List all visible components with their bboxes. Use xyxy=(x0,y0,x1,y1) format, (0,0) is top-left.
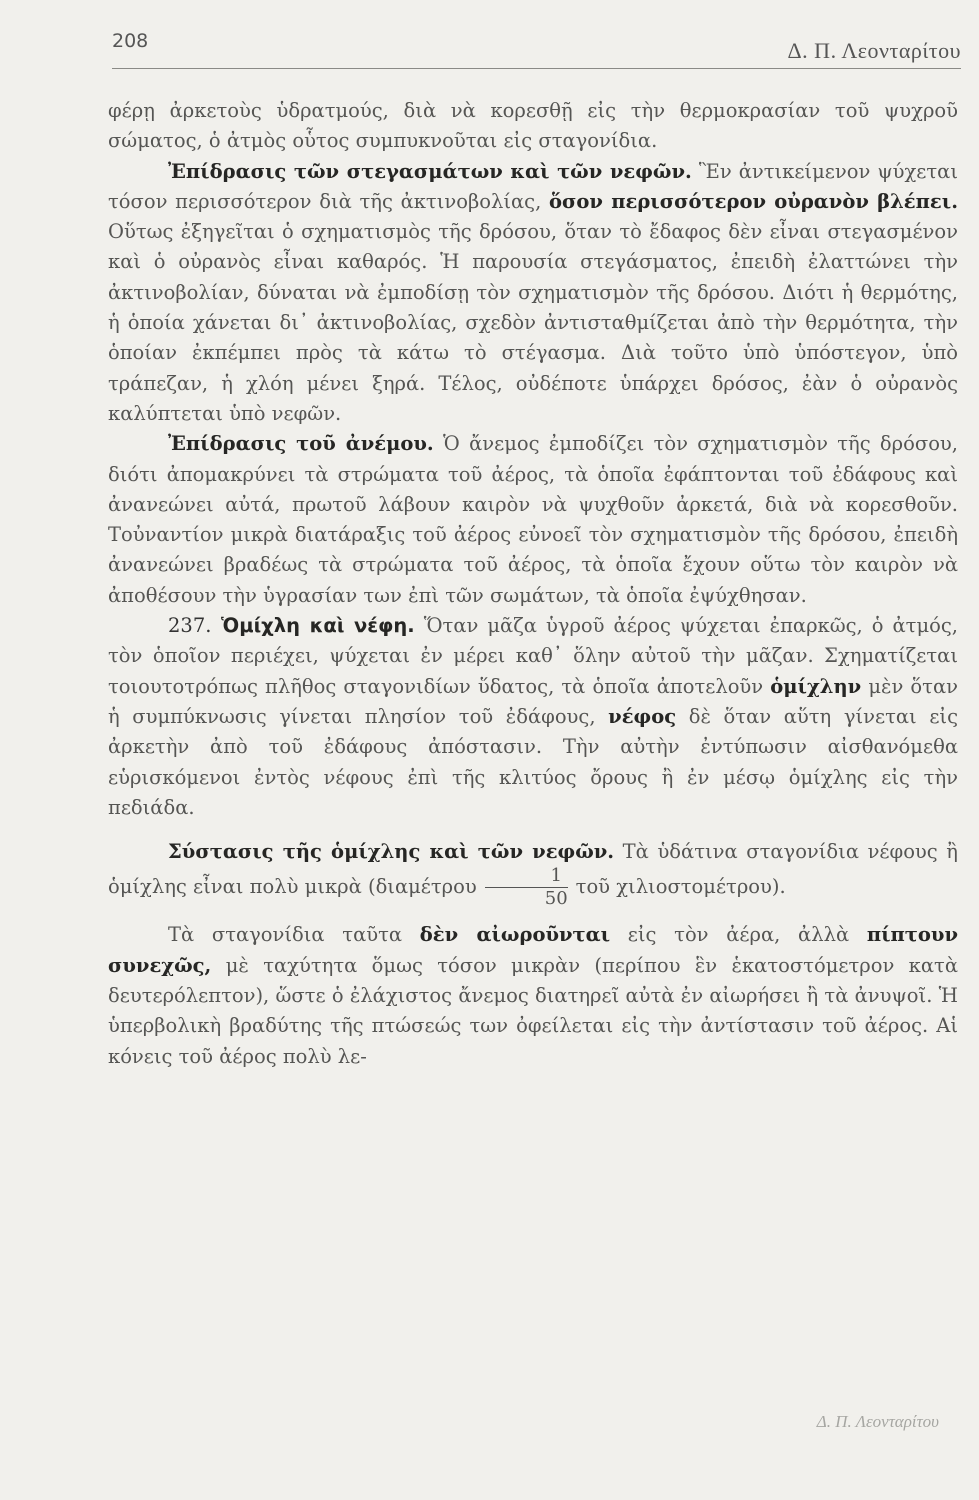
footer-signature: Δ. Π. Λεονταρίτου xyxy=(816,1412,939,1431)
paragraph-fog-clouds: 237. Ὁμίχλη καὶ νέφη. Ὅταν μᾶζα ὑγροῦ ἀέρος ψύχεται ἐπαρκῶς, ὁ ἀτμός, τὸν ὁποῖον περιέχει, ψύχεται ἐν μέρει καθ᾽ ὅλην αὐτοῦ τὴν μᾶζαν. Σχηματίζεται τοιουτοτρόπως πλῆθος σταγονιδίων ὕδατος, τὰ ὁποῖα ἀποτελοῦν ὁμίχλην μὲν ὅταν ἡ συμπύκνωσις γίνεται πλησίον τοῦ ἐδάφους, νέφος δὲ ὅταν αὕτη γίνεται εἰς ἀρκετὴν ἀπὸ τοῦ ἐδάφους ἀπόστασιν. Τὴν αὐτὴν ἐντύπωσιν αἰσθανόμεθα εὑρισκόμενοι ἐντὸς νέφους ἐπὶ τῆς κλιτύος ὄρους ἢ ἐν μέσῳ ὁμίχλης εἰς τὴν πεδιάδα. xyxy=(108,614,959,819)
paragraph-composition: Σύστασις τῆς ὁμίχλης καὶ τῶν νεφῶν. Τὰ ὑδάτινα σταγονίδια νέφους ἢ ὁμίχλης εἶναι πολὺ μικρὰ (διαμέτρου $\frac{1}{50}$ τοῦ χιλιοστομέτρου). xyxy=(108,840,958,910)
emphasis: ὁμίχλην xyxy=(770,674,862,698)
page-number: 208 xyxy=(112,30,149,52)
fraction: $\frac{1}{50}$ xyxy=(485,867,568,908)
body-text xyxy=(108,96,958,1072)
paragraph-droplets: Τὰ σταγονίδια ταῦτα δὲν αἰωροῦνται εἰς τὸν ἀέρα, ἀλλὰ πίπτουν συνεχῶς, μὲ ταχύτητα ὅμως τόσον μικρὰν (περίπου ἓν ἑκατοστόμετρον κατὰ δευτερόλεπτον), ὥστε ὁ ἐλάχιστος ἄνεμος διατηρεῖ αὐτὰ ἐν αἰωρήσει ἢ τὰ ἀνυψοῖ. Ἡ ὑπερβολικὴ βραδύτης τῆς πτώσεώς των ὀφείλεται εἰς τὴν ἀντίστασιν τοῦ ἀέρος. Αἱ κόνεις τοῦ ἀέρος πολὺ λε- xyxy=(108,923,958,1068)
section-heading: Ὁμίχλη καὶ νέφη. xyxy=(211,614,415,638)
emphasis: νέφος xyxy=(608,704,677,728)
paragraph-roofs-clouds: Ἐπίδρασις τῶν στεγασμάτων καὶ τῶν νεφῶν. Ἓν ἀντικείμενον ψύχεται τόσον περισσότερον διὰ τῆς ἀκτινοβολίας, ὅσον περισσότερον οὐρανὸν βλέπει. Οὕτως ἐξηγεῖται ὁ σχηματισμὸς τῆς δρόσου, ὅταν τὸ ἔδαφος δὲν εἶναι στεγασμένον καὶ ὁ οὐρανὸς εἶναι καθαρός. Ἡ παρουσία στεγάσματος, ἐπειδὴ ἐλαττώνει τὴν ἀκτινοβολίαν, δύναται νὰ ἐμποδίσῃ τὸν σχηματισμὸν τῆς δρόσου. Διότι ἡ θερμότης, ἡ ὁποία χάνεται δι᾽ ἀκτινοβολίας, σχεδὸν ἀντισταθμίζεται ἀπὸ τὴν θερμότητα, τὴν ὁποίαν ἐκπέμπει πρὸς τὰ κάτω τὸ στέγασμα. Διὰ τοῦτο ὑπὸ ὑπόστεγον, ὑπὸ τράπεζαν, ἡ χλόη μένει ξηρά. Τέλος, οὐδέποτε ὑπάρχει δρόσος, ἐὰν ὁ οὐρανὸς καλύπτεται ὑπὸ νεφῶν. xyxy=(108,159,958,425)
section-heading: Ἐπίδρασις τοῦ ἀνέμου. xyxy=(168,432,434,456)
section-number: 237. xyxy=(168,614,212,638)
emphasis: πίπτουν συνεχῶς, xyxy=(108,923,958,977)
paragraph-wind: Ἐπίδρασις τοῦ ἀνέμου. Ὁ ἄνεμος ἐμποδίζει τὸν σχηματισμὸν τῆς δρόσου, διότι ἀπομακρύνει τὰ στρώματα τοῦ ἀέρος, τὰ ὁποῖα ἐφάπτονται τοῦ ἐδάφους καὶ ἀνανεώνει αὐτά, πρωτοῦ λάβουν καιρὸν νὰ ψυχθοῦν ἀρκετά, διὰ νὰ κορεσθοῦν. Τοὐναντίον μικρὰ διατάραξις τοῦ ἀέρος εὐνοεῖ τὸν σχηματισμὸν τῆς δρόσου, ἐπειδὴ ἀνανεώνει βραδέως τὰ στρώματα τοῦ ἀέρος, τὰ ὁποῖα ἔχουν οὕτω τὸν καιρὸν νὰ ἀποθέσουν τὴν ὑγρασίαν των ἐπὶ τῶν σωμάτων, τὰ ὁποῖα ἐψύχθησαν. xyxy=(108,432,958,607)
emphasis: ὅσον περισσότερον οὐρανὸν βλέπει. xyxy=(548,189,958,213)
page-header xyxy=(112,28,961,69)
paragraph-continuation: φέρῃ ἀρκετοὺς ὑδρατμούς, διὰ νὰ κορεσθῇ εἰς τὴν θερμοκρασίαν τοῦ ψυχροῦ σώματος, ὁ ἀτμὸς οὗτος συμπυκνοῦται εἰς σταγονίδια. xyxy=(108,99,958,153)
section-heading: Σύστασις τῆς ὁμίχλης καὶ τῶν νεφῶν. xyxy=(168,840,615,864)
running-head: Δ. Π. Λεονταρίτου xyxy=(787,38,961,63)
section-heading: Ἐπίδρασις τῶν στεγασμάτων καὶ τῶν νεφῶν. xyxy=(168,159,692,183)
emphasis: δὲν αἰωροῦνται xyxy=(419,923,611,947)
